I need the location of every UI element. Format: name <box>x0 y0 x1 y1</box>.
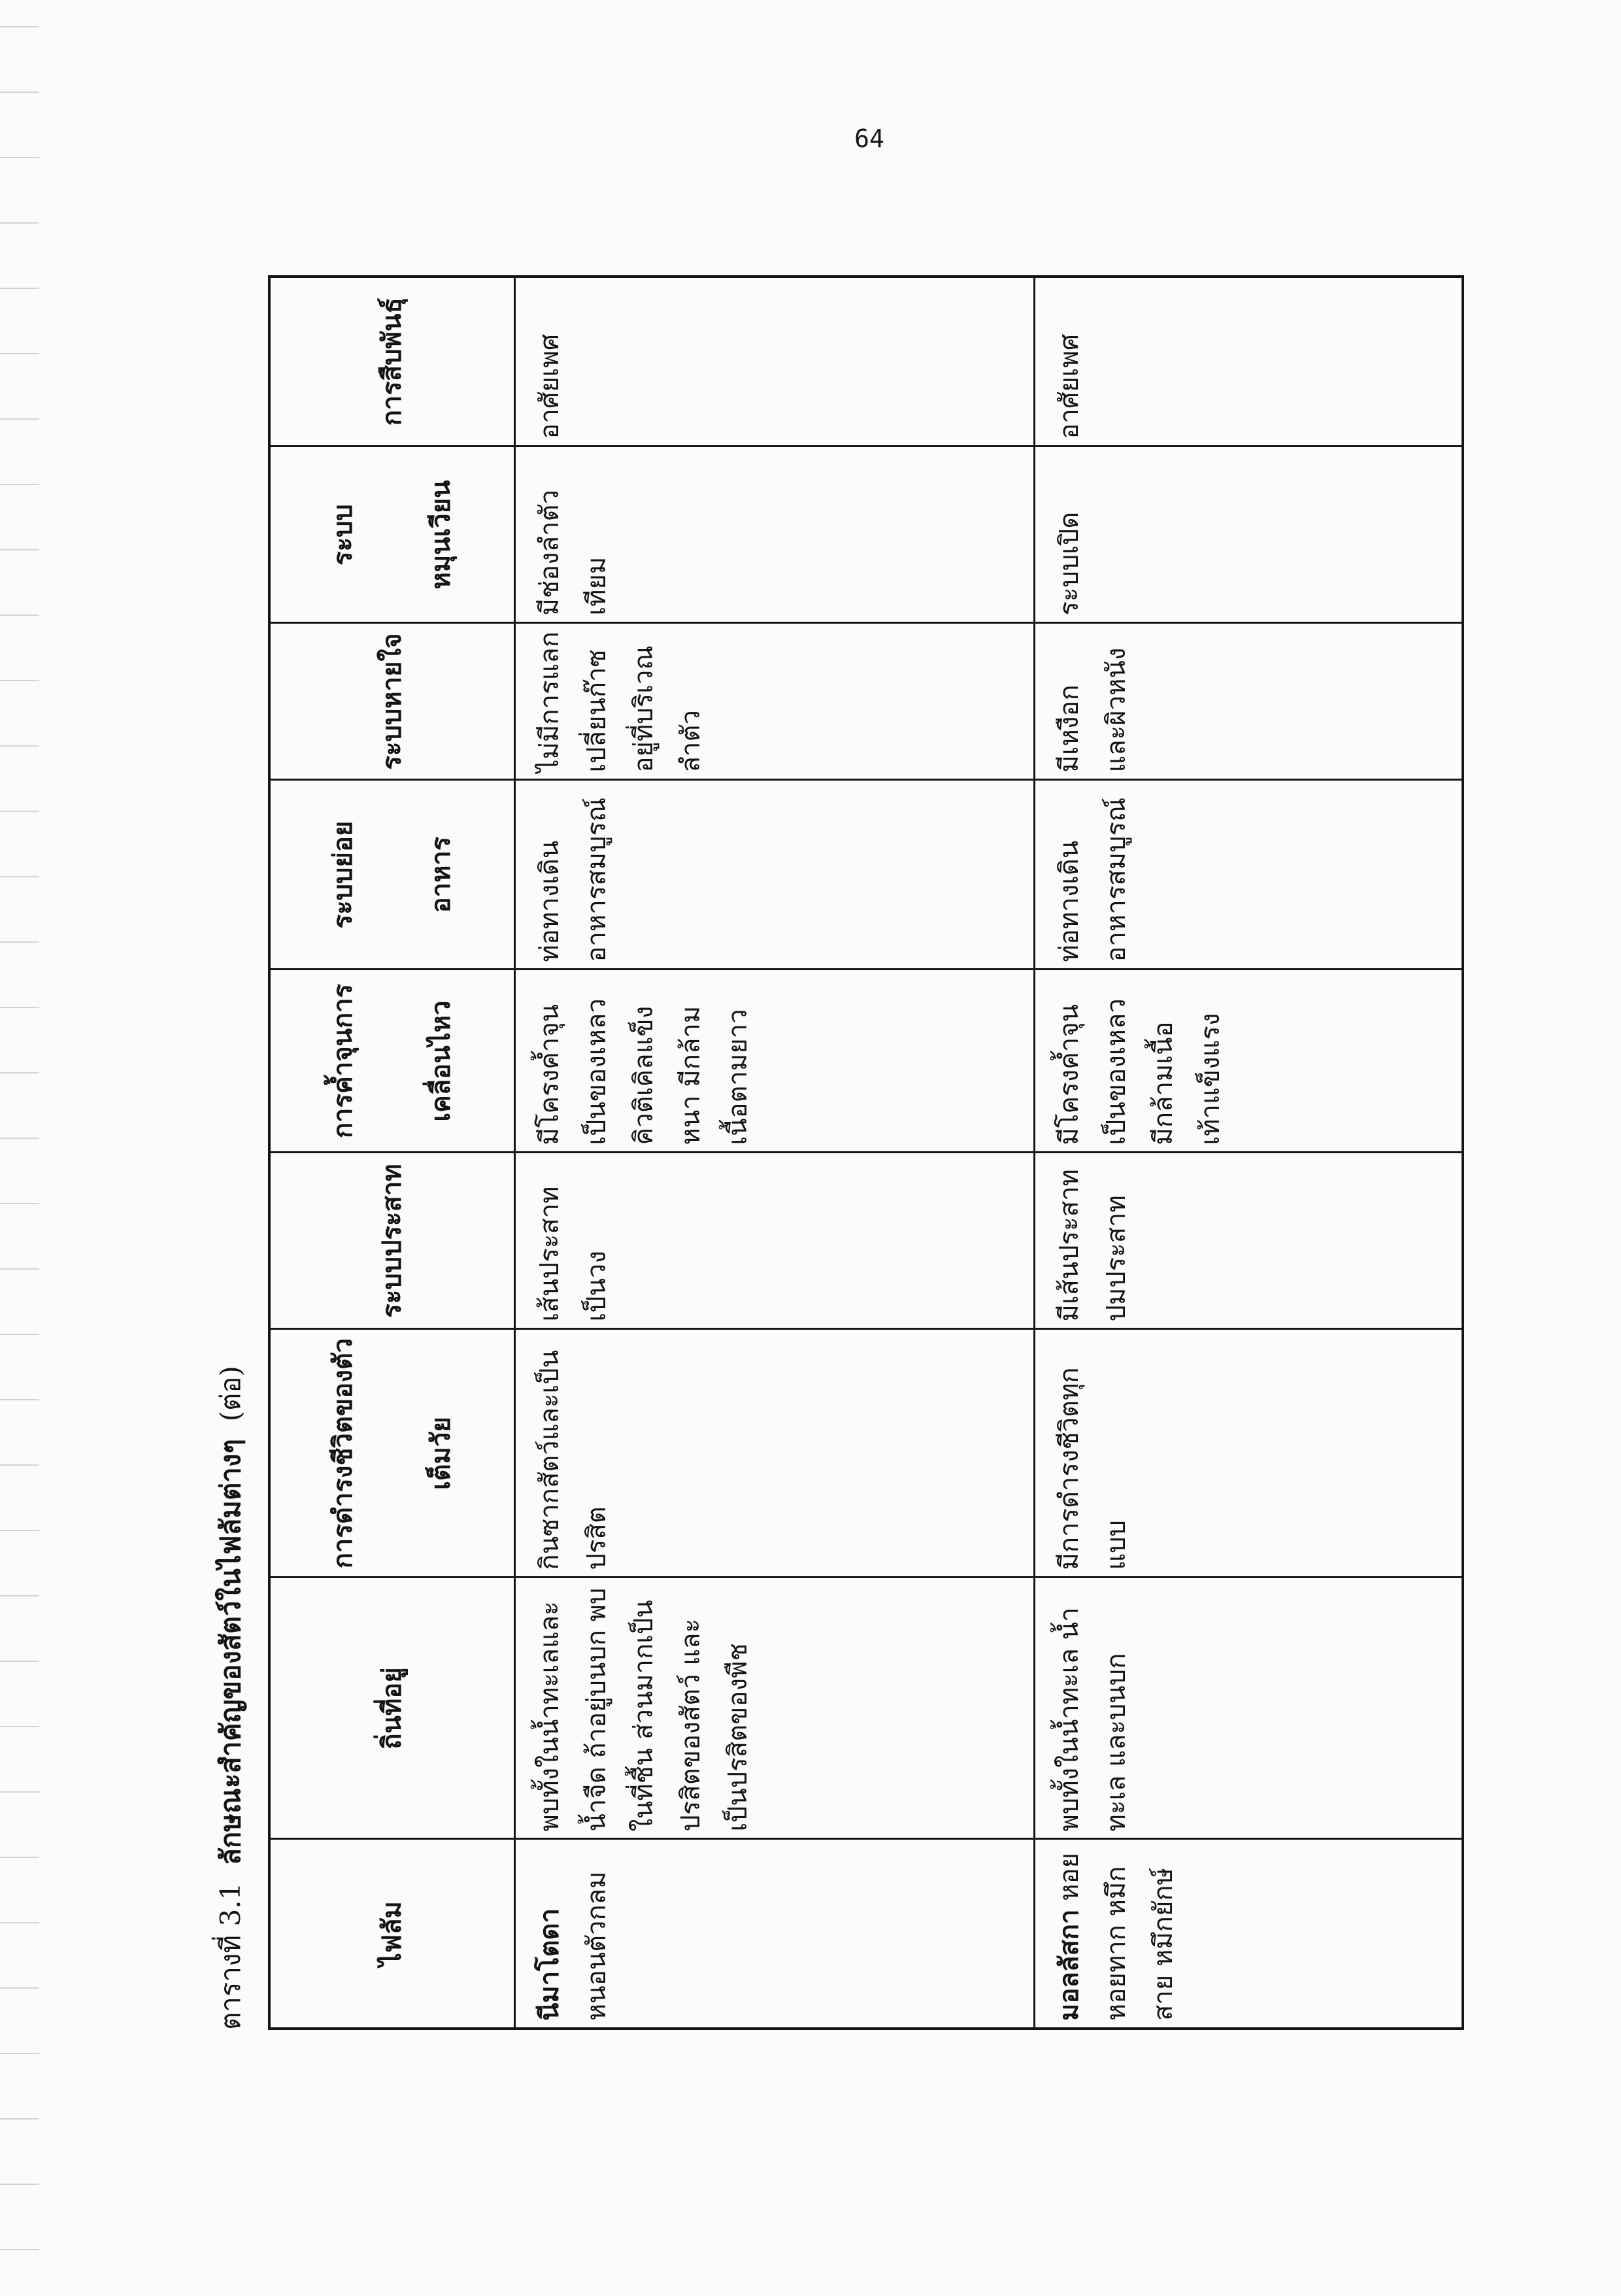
header-nervous-system: ระบบประสาท <box>269 1153 515 1329</box>
phylum-name: มอลลัสกา <box>1054 1909 1084 2021</box>
cell-circulatory-system: มีช่องลำตัวเทียม <box>515 447 1035 623</box>
header-lifestyle: การดำรงชีวิตของตัวเต็มวัย <box>269 1329 515 1578</box>
cell-digestive-system: ท่อทางเดินอาหารสมบูรณ์ <box>1035 780 1463 970</box>
cell-support-movement: มีโครงค้ำจุนเป็นของเหลว มีกล้ามเนื้อ เท้าแข็งแรง <box>1035 970 1463 1153</box>
table-caption <box>209 278 252 2030</box>
cell-habitat: พบทั้งในน้ำทะเล น้ำทะเล และบนบก <box>1035 1578 1463 1839</box>
phylum-table <box>268 275 1464 2030</box>
header-respiratory-system: ระบบหายใจ <box>269 623 515 780</box>
cell-reproduction: อาศัยเพศ <box>1035 277 1463 447</box>
table-row <box>1035 277 1463 2029</box>
phylum-examples: หนอนตัวกลม <box>582 1871 612 2021</box>
caption-suffix: (ต่อ) <box>214 1366 246 1422</box>
cell-nervous-system: มีเส้นประสาท ปมประสาท <box>1035 1153 1463 1329</box>
phylum-name: นีมาโตดา <box>534 1908 565 2021</box>
caption-label: ตารางที่ 3.1 <box>214 1882 246 2030</box>
cell-phylum <box>515 1839 1035 2029</box>
cell-digestive-system: ท่อทางเดินอาหารสมบูรณ์ <box>515 780 1035 970</box>
cell-lifestyle: กินซากสัตว์และเป็นปรสิต <box>515 1329 1035 1578</box>
cell-nervous-system: เส้นประสาทเป็นวง <box>515 1153 1035 1329</box>
cell-lifestyle: มีการดำรงชีวิตทุกแบบ <box>1035 1329 1463 1578</box>
cell-circulatory-system: ระบบเปิด <box>1035 447 1463 623</box>
cell-reproduction: อาศัยเพศ <box>515 277 1035 447</box>
cell-respiratory-system: มีเหงือก และผิวหนัง <box>1035 623 1463 780</box>
table-row <box>515 277 1035 2029</box>
cell-support-movement: มีโครงค้ำจุนเป็นของเหลว คิวติเคิลแข็ง หนา มีกล้ามเนื้อตามยาว <box>515 970 1035 1153</box>
header-support-movement: การค้ำจุนการเคลื่อนไหว <box>269 970 515 1153</box>
page-number: 64 <box>854 124 884 153</box>
header-habitat: ถิ่นที่อยู่ <box>269 1578 515 1839</box>
caption-title: ลักษณะสำคัญของสัตว์ในไฟลัมต่างๆ <box>214 1439 246 1865</box>
phylum-examples: หอย หอยทาก หมึกสาย หมึกยักษ์ <box>1054 1852 1178 2021</box>
header-digestive-system: ระบบย่อยอาหาร <box>269 780 515 970</box>
cell-habitat: พบทั้งในน้ำทะเลและน้ำจืด ถ้าอยู่บนบก พบในที่ชื้น ส่วนมากเป็นปรสิตของสัตว์ และเป็นปรสิตของพืช <box>515 1578 1035 1839</box>
header-row <box>269 277 515 2029</box>
rotated-content <box>190 278 1464 2030</box>
cell-phylum <box>1035 1839 1463 2029</box>
cell-respiratory-system: ไม่มีการแลกเปลี่ยนก๊าซอยู่ที่บริเวณลำตัว <box>515 623 1035 780</box>
header-circulatory-system: ระบบหมุนเวียน <box>269 447 515 623</box>
header-reproduction: การสืบพันธุ์ <box>269 277 515 447</box>
header-phylum: ไฟลัม <box>269 1839 515 2029</box>
